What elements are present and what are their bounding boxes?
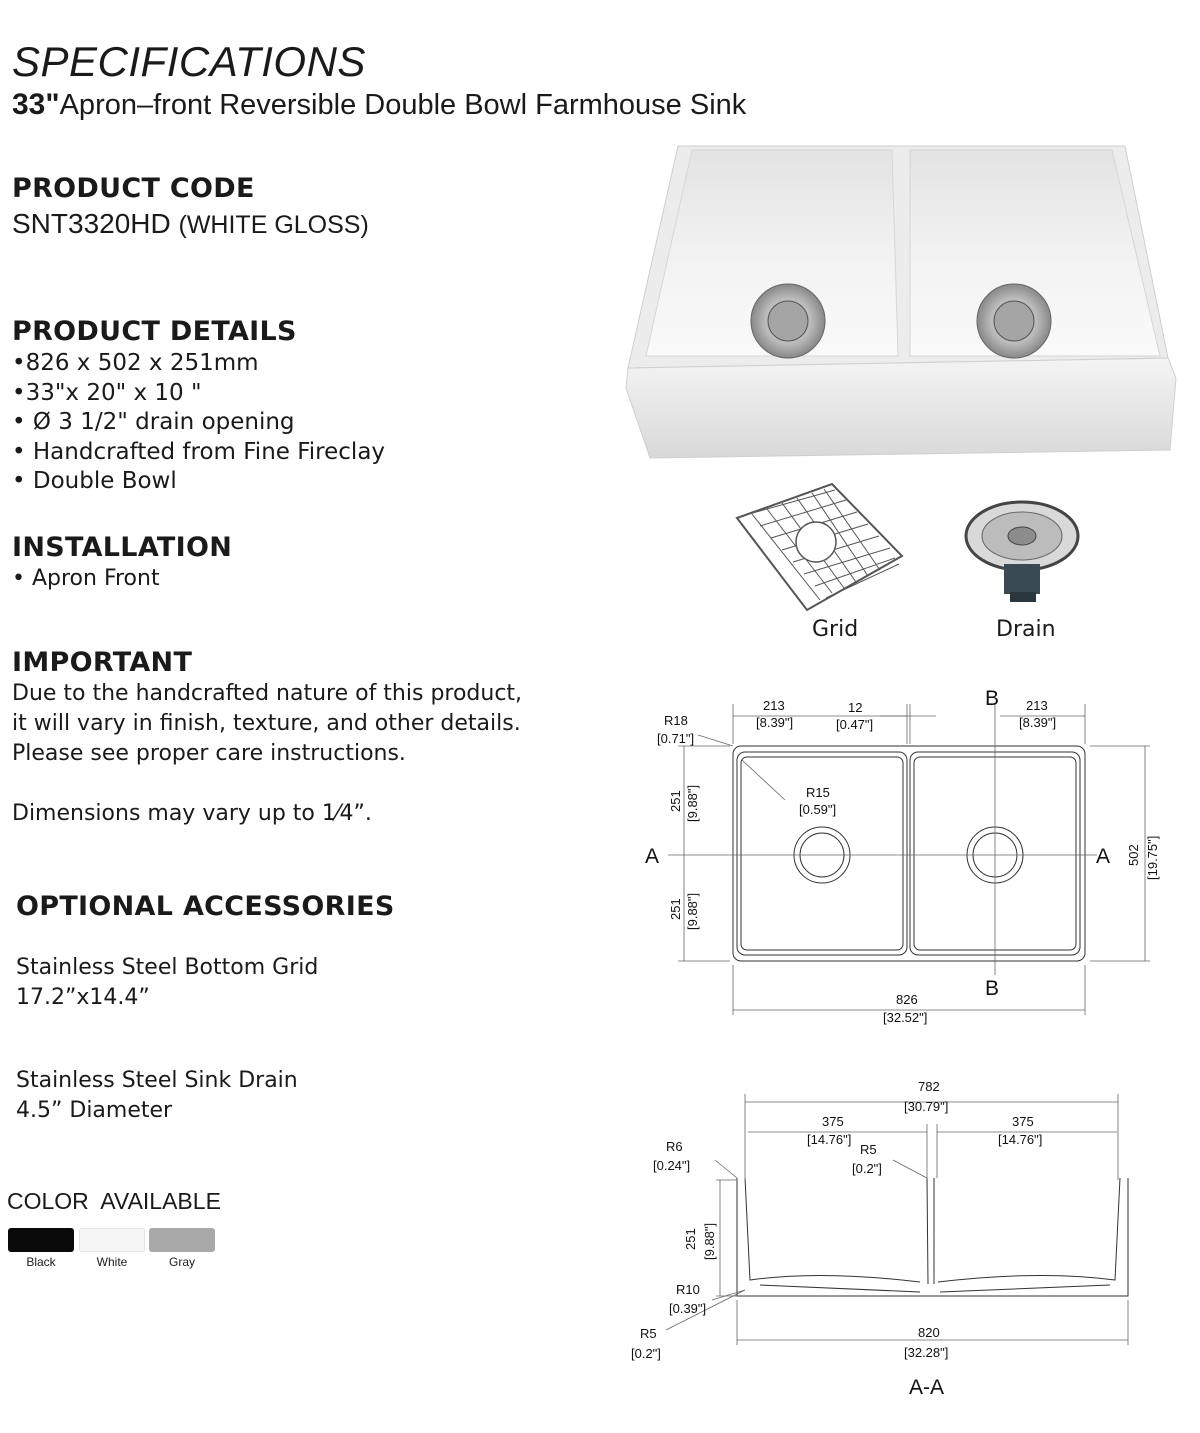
color-heading: COLOR AVAILABLE — [7, 1188, 221, 1214]
product-code-heading: PRODUCT CODE — [12, 173, 255, 204]
top-view-drawing — [630, 680, 1170, 1030]
dim-12: 12 — [848, 700, 863, 715]
product-finish: (WHITE GLOSS) — [178, 211, 369, 239]
dim-820: 820 — [918, 1325, 940, 1340]
dim-251-b: 251 — [668, 898, 683, 920]
dim-r5-top-in: [0.2"] — [852, 1161, 882, 1176]
detail-item: •826 x 502 x 251mm — [12, 350, 259, 376]
section-a-right: A — [1096, 845, 1111, 868]
color-label: White — [96, 1255, 128, 1269]
dim-782-in: [30.79"] — [904, 1099, 949, 1114]
dim-375-right-in: [14.76"] — [998, 1132, 1043, 1147]
product-details-list — [12, 349, 385, 497]
dim-r18: R18 — [664, 713, 688, 728]
detail-item: • Ø 3 1/2" drain opening — [12, 409, 295, 435]
dim-251-a-in: [9.88"] — [685, 784, 700, 822]
dim-826-in: [32.52"] — [883, 1010, 928, 1025]
sink-product-image — [620, 138, 1185, 463]
accessory-grid — [16, 953, 318, 1013]
dim-213-right: 213 — [1026, 698, 1048, 713]
product-details-heading: PRODUCT DETAILS — [12, 316, 297, 347]
color-swatch-black[interactable] — [8, 1228, 74, 1252]
dim-r10-in: [0.39"] — [669, 1301, 707, 1316]
dim-502-in: [19.75"] — [1145, 835, 1160, 880]
drain-accessory-image — [962, 500, 1084, 610]
grid-accessory-image — [732, 478, 907, 618]
dim-r5-top: R5 — [860, 1142, 877, 1157]
dim-782: 782 — [918, 1079, 940, 1094]
dim-r5-bottom: R5 — [640, 1326, 657, 1341]
important-text — [12, 679, 522, 769]
installation-heading: INSTALLATION — [12, 532, 233, 563]
dim-251-a: 251 — [668, 790, 683, 812]
subtitle-size: 33" — [12, 88, 60, 121]
dim-r15-in: [0.59"] — [799, 802, 837, 817]
dim-502: 502 — [1126, 844, 1141, 866]
section-label: A-A — [909, 1376, 945, 1399]
dim-213-left: 213 — [763, 698, 785, 713]
drain-caption: Drain — [996, 617, 1056, 642]
accessory-size: 4.5” Diameter — [16, 1098, 173, 1123]
dim-375-left-in: [14.76"] — [807, 1132, 852, 1147]
section-b-top: B — [985, 687, 1000, 710]
dim-r15: R15 — [806, 785, 830, 800]
important-line: it will vary in finish, texture, and other details. — [12, 711, 521, 736]
dim-375-right: 375 — [1012, 1114, 1034, 1129]
dim-r18-in: [0.71"] — [657, 731, 695, 746]
accessory-name: Stainless Steel Bottom Grid — [16, 955, 319, 980]
dim-213-right-in: [8.39"] — [1019, 715, 1057, 730]
grid-caption: Grid — [812, 617, 859, 642]
installation-item: • Apron Front — [12, 566, 160, 591]
product-subtitle — [12, 88, 746, 122]
dim-r6: R6 — [666, 1139, 683, 1154]
dim-251-b-in: [9.88"] — [685, 892, 700, 930]
dim-12-in: [0.47"] — [836, 717, 874, 732]
dim-r5-bottom-in: [0.2"] — [631, 1346, 661, 1361]
dim-r10: R10 — [676, 1282, 700, 1297]
detail-item: • Double Bowl — [12, 468, 177, 494]
detail-item: •33"x 20" x 10 " — [12, 379, 202, 406]
dim-213-left-in: [8.39"] — [756, 715, 794, 730]
accessory-drain — [16, 1066, 298, 1126]
color-swatch-white[interactable] — [79, 1228, 145, 1252]
accessory-size: 17.2”x14.4” — [16, 985, 150, 1010]
important-heading: IMPORTANT — [12, 647, 193, 678]
important-line: Please see proper care instructions. — [12, 741, 406, 766]
color-swatch-gray[interactable] — [149, 1228, 215, 1252]
detail-item: • Handcrafted from Fine Fireclay — [12, 438, 386, 465]
dim-r6-in: [0.24"] — [653, 1158, 691, 1173]
dim-251-in: [9.88"] — [702, 1222, 717, 1260]
page-title: SPECIFICATIONS — [12, 38, 366, 85]
dim-826: 826 — [896, 992, 918, 1007]
dim-820-in: [32.28"] — [904, 1345, 949, 1360]
accessories-heading: OPTIONAL ACCESSORIES — [16, 891, 395, 922]
section-b-bottom: B — [985, 977, 1000, 1000]
color-label: Gray — [168, 1255, 195, 1269]
dimension-note: Dimensions may vary up to 1⁄4”. — [12, 801, 372, 826]
product-code — [12, 208, 369, 240]
color-label: Black — [26, 1255, 56, 1269]
section-a-left: A — [645, 845, 660, 868]
accessory-name: Stainless Steel Sink Drain — [16, 1068, 298, 1093]
product-code-value: SNT3320HD — [12, 208, 171, 239]
dim-375-left: 375 — [822, 1114, 844, 1129]
dim-251: 251 — [683, 1228, 698, 1250]
subtitle-text: Apron–front Reversible Double Bowl Farmhouse Sink — [59, 89, 747, 121]
section-aa-drawing — [625, 1075, 1170, 1415]
important-line: Due to the handcrafted nature of this product, — [12, 681, 523, 706]
